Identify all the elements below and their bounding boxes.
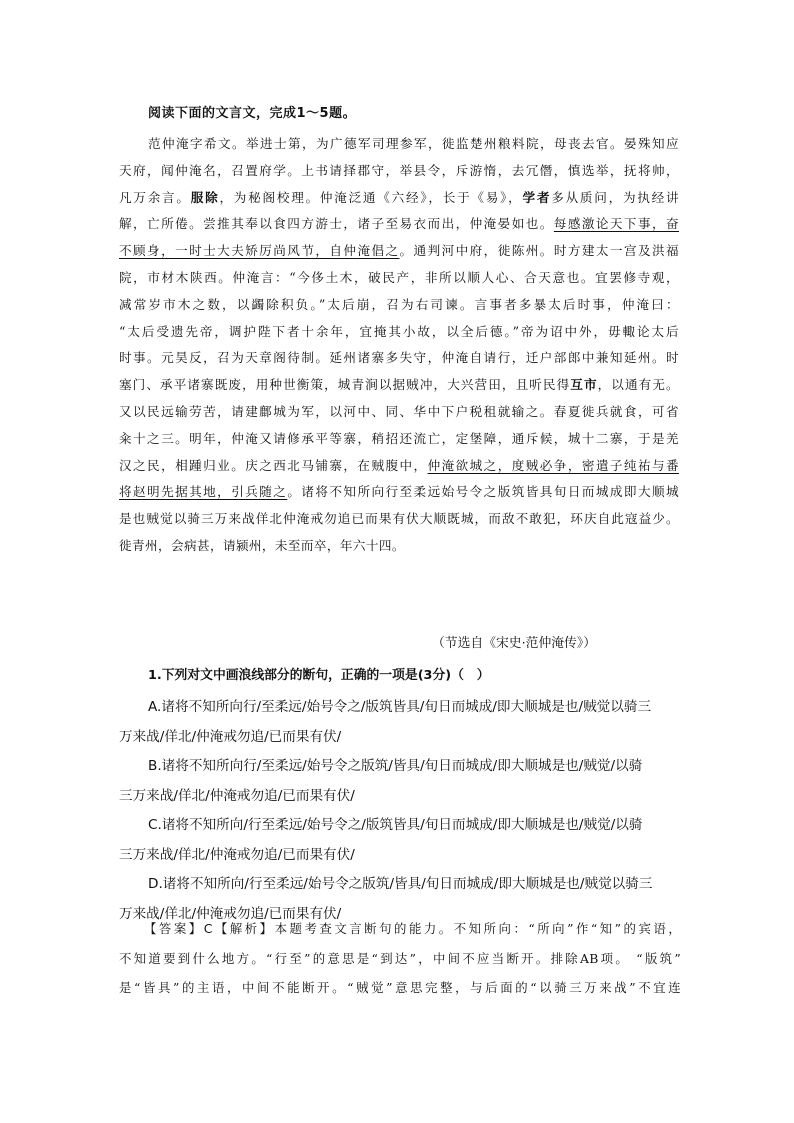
answer-line: 是“皆具”的主语，中间不能断开。“贼觉”意思完整，与后面的“以骑三万来战”不宜连 [119,980,681,996]
option-d-line-2: 万来战/佯北/仲淹戒勿追/已而果有伏/ [119,905,342,922]
section-heading: 阅读下面的文言文，完成1～5题。 [148,106,357,121]
answer-explanation [119,914,681,1003]
passage-line: 将赵明先据其地，引兵随之。诸将不知所向行至柔远始号令之版筑皆具旬日而城成即大顺城 [119,484,679,500]
bold-term: 互市 [570,377,598,393]
bold-term: 学者 [522,189,552,205]
source-citation: （节选自《宋史·范仲淹传》） [432,636,597,651]
passage-line: 汉之民，相踵归业。庆之西北马铺寨，在贼腹中，仲淹欲城之，度贼必争，密遣子纯祐与番 [119,457,679,473]
answer-line: 不知道要到什么地方。“行至”的意思是“到达”，中间不应当断开。排除AB项。 “版筑” [119,950,681,966]
passage-line: 塞门、承平诸寨既废，用种世衡策，城青涧以据贼冲，大兴营田，且听民得互市，以通有无。 [119,377,679,393]
option-c-line-1: C.诸将不知所向/行至柔远/始号令之/版筑皆具/旬日而城成/即大顺城是也/贼觉/以骑 [148,817,643,833]
answer-label: 【答案】 [144,921,204,936]
passage-line: 籴十之三。明年，仲淹又请修承平等寨，稍招还流亡，定堡障，通斥候，城十二寨，于是羌 [119,430,679,446]
answer-letter: C [203,921,213,936]
passage-line: 天府，闻仲淹名，召置府学。上书请择郡守，举县令，斥游惰，去冗僭，慎选举，抚将帅， [119,162,679,178]
underlined-text: 仲淹欲城之，度贼必争，密遣子纯祐与番 [427,457,679,473]
option-b-line-2: 三万来战/佯北/仲淹戒勿追/已而果有伏/ [119,787,355,804]
passage-line: 时事。元昊反，召为天章阁待制。延州诸寨多失守，仲淹自请行，迁户部郎中兼知延州。时 [119,350,679,366]
passage-line: 是也贼觉以骑三万来战佯北仲淹戒勿追已而果有伏大顺既城，而敌不敢犯，环庆自此寇益少。 [119,511,679,527]
passage-line: 又以民远输劳苦，请建鄜城为军，以河中、同、华中下户税租就输之。春夏徙兵就食，可省 [119,403,679,419]
passage-line: “太后受遗先帝，调护陛下者十余年，宜掩其小故，以全后德。”帝为诏中外，毋輙论太后 [119,323,679,339]
answer-options [119,693,681,929]
passage-line: 不顾身，一时士大夫矫厉尚风节，自仲淹倡之。通判河中府，徙陈州。时方建太一宫及洪福 [119,243,680,259]
underlined-text: 将赵明先据其地，引兵随之 [119,484,288,500]
bold-term: 服除 [190,189,220,205]
passage-line: 范仲淹字希文。举进士第，为广德军司理参军，徙监楚州粮料院，母丧去官。晏殊知应 [148,136,679,151]
underlined-text: 不顾身，一时士大夫矫厉尚风节，自仲淹倡之 [119,243,400,259]
underlined-text: 每感激论天下事，奋 [553,216,679,232]
option-d-line-1: D.诸将不知所向/行至柔远/始号令之版筑/皆具/旬日而城成/即大顺城是也/贼觉以骑三 [148,876,653,892]
passage-line: 解，亡所倦。尝推其奉以食四方游士，诸子至易衣而出，仲淹晏如也。每感激论天下事，奋 [119,216,679,232]
classical-chinese-passage [119,131,679,560]
option-c-line-2: 三万来战/佯北/仲淹戒勿追/已而果有伏/ [119,846,355,863]
option-a-line-1: A.诸将不知所向行/至柔远/始号令之/版筑皆具/旬日而城成/即大顺城是也/贼觉以骑三 [148,699,652,715]
option-a-line-2: 万来战/佯北/仲淹戒勿追/已而果有伏/ [119,728,342,745]
passage-line: 徙青州，会病甚，请颍州，未至而卒，年六十四。 [119,537,405,553]
question-title: 1.下列对文中画浪线部分的断句，正确的一项是(3分)（ ） [148,668,490,683]
answer-line: 【答案】C【解析】本题考查文言断句的能力。不知所向：“所向”作“知”的宾语， [144,921,682,936]
option-b-line-1: B.诸将不知所向行/至柔远/始号令之版筑/皆具/旬日而城成/即大顺城是也/贼觉/以骑 [148,758,643,774]
passage-line: 凡万余言。服除，为秘阁校理。仲淹泛通《六经》，长于《易》，学者多从质问，为执经讲 [119,189,679,205]
passage-line: 减常岁市木之数，以蠲除积负。”太后崩，召为右司谏。言事者多暴太后时事，仲淹曰： [119,296,679,312]
passage-line: 院，市材木陕西。仲淹言：“今侈土木，破民产，非所以顺人心、合天意也。宜罢修寺观， [119,269,679,285]
analysis-label: 【解析】 [212,921,275,936]
